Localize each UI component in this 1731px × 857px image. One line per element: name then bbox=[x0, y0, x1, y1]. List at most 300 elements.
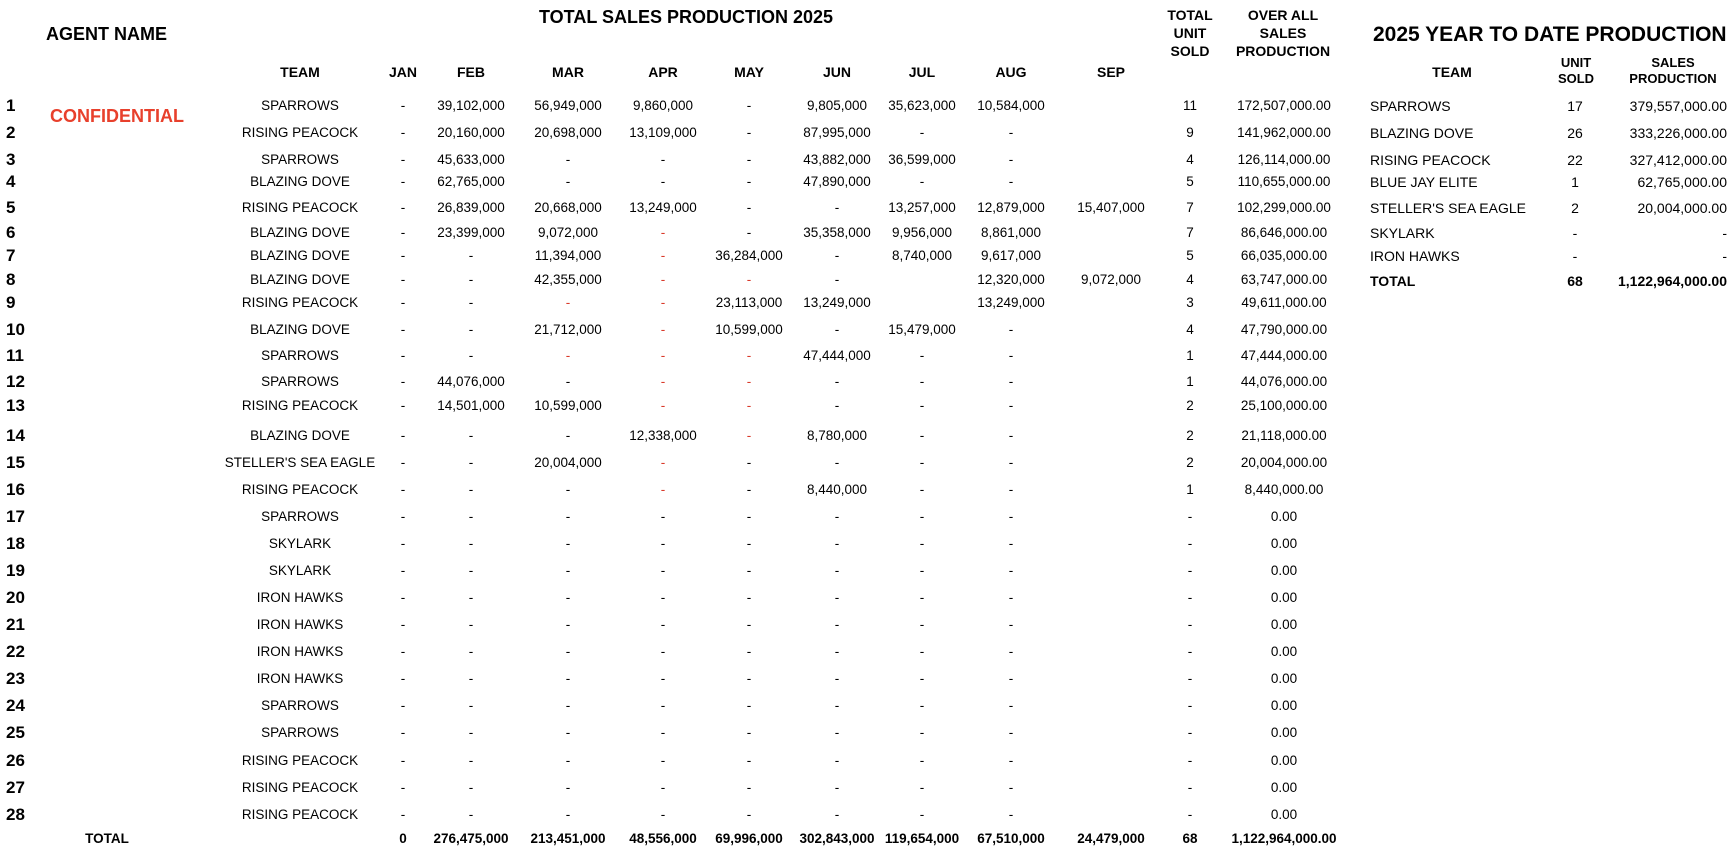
total-sales-title: TOTAL SALES PRODUCTION 2025 bbox=[539, 7, 834, 27]
month-cell: - bbox=[834, 322, 840, 337]
month-cell: - bbox=[468, 753, 474, 768]
month-cell: - bbox=[919, 348, 925, 363]
month-cell: - bbox=[468, 671, 474, 686]
month-cell: - bbox=[1008, 125, 1014, 140]
row-number: 26 bbox=[6, 751, 25, 770]
overall-total-cell: 0.00 bbox=[1270, 563, 1298, 578]
month-cell: - bbox=[746, 536, 752, 551]
month-cell: - bbox=[400, 725, 406, 740]
ytd-unit-value: - bbox=[1572, 225, 1578, 241]
ytd-sales-cell: - bbox=[1722, 225, 1727, 241]
units-cell: 1 bbox=[1186, 374, 1194, 389]
month-cell: - bbox=[746, 671, 752, 686]
team-cell: RISING PEACOCK bbox=[241, 398, 359, 413]
overall-total-cell: 141,962,000.00 bbox=[1237, 125, 1331, 140]
overall-total-cell: 172,507,000.00 bbox=[1237, 98, 1331, 113]
ytd-unit-value: 22 bbox=[1567, 152, 1583, 168]
row-number: 7 bbox=[6, 246, 16, 265]
units-total-cell: 68 bbox=[1182, 831, 1198, 846]
month-cell: - bbox=[919, 644, 925, 659]
overall-total-cell: 66,035,000.00 bbox=[1240, 248, 1328, 263]
month-cell: 10,599,000 bbox=[715, 322, 783, 337]
month-cell: 87,995,000 bbox=[803, 125, 871, 140]
team-cell: BLAZING DOVE bbox=[250, 322, 350, 337]
month-cell: - bbox=[660, 455, 666, 470]
team-cell: IRON HAWKS bbox=[256, 644, 344, 659]
month-header-apr: APR bbox=[648, 64, 678, 80]
month-cell: 9,805,000 bbox=[806, 98, 868, 113]
row-number: 13 bbox=[6, 396, 25, 415]
row-number: 10 bbox=[6, 320, 25, 339]
units-cell: - bbox=[1187, 617, 1193, 632]
month-cell: - bbox=[400, 780, 406, 795]
units-cell: - bbox=[1187, 644, 1193, 659]
month-cell: - bbox=[1008, 322, 1014, 337]
month-cell: - bbox=[660, 482, 666, 497]
units-cell: - bbox=[1187, 780, 1193, 795]
month-cell: 45,633,000 bbox=[437, 152, 505, 167]
month-cell: 11,394,000 bbox=[534, 248, 602, 263]
month-cell: - bbox=[834, 509, 840, 524]
month-cell: 26,839,000 bbox=[437, 200, 505, 215]
units-cell: 1 bbox=[1186, 348, 1194, 363]
month-cell: 15,479,000 bbox=[888, 322, 956, 337]
month-cell: - bbox=[400, 509, 406, 524]
ytd-sales-cell: 327,412,000.00 bbox=[1629, 152, 1727, 168]
month-cell: 9,617,000 bbox=[980, 248, 1042, 263]
month-cell: - bbox=[400, 295, 406, 310]
month-cell: 36,599,000 bbox=[888, 152, 956, 167]
month-cell: - bbox=[919, 807, 925, 822]
month-cell: - bbox=[468, 698, 474, 713]
month-cell: 43,882,000 bbox=[803, 152, 871, 167]
month-cell: 10,584,000 bbox=[977, 98, 1045, 113]
units-cell: - bbox=[1187, 807, 1193, 822]
month-cell: - bbox=[400, 248, 406, 263]
row-number: 12 bbox=[6, 372, 25, 391]
row-number: 5 bbox=[6, 198, 16, 217]
month-cell: - bbox=[746, 152, 752, 167]
month-cell: 20,698,000 bbox=[534, 125, 602, 140]
month-cell: - bbox=[1008, 725, 1014, 740]
month-cell: - bbox=[400, 753, 406, 768]
month-cell: - bbox=[660, 753, 666, 768]
month-cell: - bbox=[565, 374, 571, 389]
month-cell: - bbox=[660, 295, 666, 310]
units-cell: - bbox=[1187, 725, 1193, 740]
month-cell: - bbox=[660, 617, 666, 632]
month-cell: - bbox=[400, 563, 406, 578]
month-cell: 42,355,000 bbox=[534, 272, 602, 287]
month-cell: - bbox=[660, 536, 666, 551]
month-cell: - bbox=[400, 807, 406, 822]
row-number: 14 bbox=[6, 426, 25, 445]
month-cell: - bbox=[834, 698, 840, 713]
month-total-cell: 24,479,000 bbox=[1077, 831, 1145, 846]
month-cell: - bbox=[746, 563, 752, 578]
row-number: 16 bbox=[6, 480, 25, 499]
month-header-feb: FEB bbox=[457, 64, 485, 80]
overall-total-cell: 0.00 bbox=[1270, 807, 1298, 822]
month-cell: - bbox=[660, 225, 666, 240]
month-cell: - bbox=[746, 455, 752, 470]
month-cell: - bbox=[660, 698, 666, 713]
month-cell: 8,740,000 bbox=[891, 248, 953, 263]
month-total-cell: 119,654,000 bbox=[884, 831, 960, 846]
month-cell: - bbox=[660, 671, 666, 686]
month-cell: - bbox=[919, 725, 925, 740]
month-cell: 8,780,000 bbox=[806, 428, 868, 443]
month-cell: - bbox=[468, 322, 474, 337]
month-cell: 62,765,000 bbox=[437, 174, 505, 189]
units-cell: 2 bbox=[1186, 398, 1194, 413]
overall-total-cell: 49,611,000.00 bbox=[1241, 295, 1327, 310]
month-cell: 8,861,000 bbox=[980, 225, 1042, 240]
confidential-label: CONFIDENTIAL bbox=[50, 106, 184, 126]
month-cell: - bbox=[565, 590, 571, 605]
month-cell: - bbox=[565, 617, 571, 632]
month-cell: - bbox=[834, 248, 840, 263]
month-cell: 47,444,000 bbox=[803, 348, 871, 363]
month-cell: - bbox=[746, 807, 752, 822]
month-cell: - bbox=[834, 617, 840, 632]
month-cell: - bbox=[1008, 482, 1014, 497]
month-cell: - bbox=[834, 272, 840, 287]
team-header: TEAM bbox=[280, 64, 320, 80]
month-cell: - bbox=[468, 563, 474, 578]
units-cell: - bbox=[1187, 753, 1193, 768]
month-total-cell: 302,843,000 bbox=[799, 831, 875, 846]
month-cell: 56,949,000 bbox=[534, 98, 602, 113]
overall-total-cell: 0.00 bbox=[1270, 617, 1298, 632]
ytd-sales-header: SALES PRODUCTION bbox=[1629, 55, 1717, 86]
month-cell: - bbox=[746, 509, 752, 524]
row-number: 17 bbox=[6, 507, 25, 526]
month-cell: - bbox=[746, 590, 752, 605]
month-total-cell: 67,510,000 bbox=[977, 831, 1045, 846]
month-cell: - bbox=[834, 200, 840, 215]
month-cell: - bbox=[919, 374, 925, 389]
team-cell: STELLER'S SEA EAGLE bbox=[224, 455, 376, 470]
month-cell: 10,599,000 bbox=[534, 398, 602, 413]
units-cell: 4 bbox=[1186, 322, 1194, 337]
overall-total-cell: 47,444,000.00 bbox=[1240, 348, 1328, 363]
team-cell: IRON HAWKS bbox=[256, 617, 344, 632]
month-cell: - bbox=[565, 536, 571, 551]
month-cell: 47,890,000 bbox=[803, 174, 871, 189]
team-cell: RISING PEACOCK bbox=[241, 200, 359, 215]
month-cell: - bbox=[468, 617, 474, 632]
month-cell: 20,160,000 bbox=[437, 125, 505, 140]
month-cell: 23,399,000 bbox=[437, 225, 505, 240]
team-cell: IRON HAWKS bbox=[256, 590, 344, 605]
month-cell: - bbox=[400, 174, 406, 189]
month-cell: - bbox=[1008, 428, 1014, 443]
month-cell: - bbox=[565, 152, 571, 167]
month-cell: - bbox=[1008, 590, 1014, 605]
month-cell: - bbox=[746, 428, 752, 443]
month-cell: - bbox=[468, 725, 474, 740]
units-cell: 7 bbox=[1186, 225, 1194, 240]
ytd-sales-cell: 379,557,000.00 bbox=[1629, 98, 1727, 114]
month-cell: 23,113,000 bbox=[715, 295, 783, 310]
month-cell: - bbox=[400, 125, 406, 140]
month-cell: - bbox=[919, 698, 925, 713]
overall-total-cell: 0.00 bbox=[1270, 590, 1298, 605]
month-total-cell: 213,451,000 bbox=[530, 831, 606, 846]
ytd-unit-value: 2 bbox=[1571, 200, 1579, 216]
ytd-team-cell: BLUE JAY ELITE bbox=[1370, 174, 1478, 190]
month-cell: 12,879,000 bbox=[977, 200, 1045, 215]
month-cell: - bbox=[746, 272, 752, 287]
month-cell: 9,072,000 bbox=[1080, 272, 1142, 287]
month-cell: - bbox=[660, 644, 666, 659]
month-cell: - bbox=[468, 780, 474, 795]
ytd-sales-cell: 333,226,000.00 bbox=[1629, 125, 1727, 141]
month-cell: - bbox=[834, 398, 840, 413]
units-cell: - bbox=[1187, 671, 1193, 686]
month-cell: - bbox=[834, 725, 840, 740]
month-cell: - bbox=[400, 590, 406, 605]
overall-total-cell: 20,004,000.00 bbox=[1240, 455, 1328, 470]
row-number: 8 bbox=[6, 270, 16, 289]
units-cell: 2 bbox=[1186, 455, 1194, 470]
overall-total-cell: 63,747,000.00 bbox=[1240, 272, 1328, 287]
month-cell: - bbox=[746, 725, 752, 740]
month-cell: - bbox=[565, 428, 571, 443]
team-cell: SPARROWS bbox=[261, 348, 339, 363]
month-cell: - bbox=[834, 374, 840, 389]
month-cell: - bbox=[400, 536, 406, 551]
month-cell: - bbox=[746, 225, 752, 240]
month-header-jan: JAN bbox=[388, 64, 418, 80]
month-cell: - bbox=[660, 725, 666, 740]
month-cell: - bbox=[919, 174, 925, 189]
month-cell: - bbox=[565, 348, 571, 363]
month-cell: - bbox=[565, 295, 571, 310]
month-cell: - bbox=[919, 428, 925, 443]
team-cell: SPARROWS bbox=[261, 698, 339, 713]
month-cell: - bbox=[468, 348, 474, 363]
month-cell: - bbox=[400, 374, 406, 389]
month-cell: 8,440,000 bbox=[806, 482, 868, 497]
month-cell: - bbox=[565, 174, 571, 189]
month-cell: - bbox=[1008, 348, 1014, 363]
month-cell: - bbox=[660, 807, 666, 822]
month-cell: - bbox=[1008, 174, 1014, 189]
month-cell: - bbox=[919, 536, 925, 551]
team-cell: BLAZING DOVE bbox=[250, 248, 350, 263]
month-cell: - bbox=[400, 428, 406, 443]
ytd-sales-cell: 62,765,000.00 bbox=[1637, 174, 1727, 190]
month-cell: - bbox=[660, 780, 666, 795]
month-cell: - bbox=[1008, 536, 1014, 551]
team-cell: RISING PEACOCK bbox=[241, 780, 359, 795]
month-cell: - bbox=[1008, 617, 1014, 632]
month-cell: - bbox=[746, 174, 752, 189]
month-cell: - bbox=[400, 272, 406, 287]
month-cell: - bbox=[400, 348, 406, 363]
units-cell: - bbox=[1187, 590, 1193, 605]
month-cell: - bbox=[746, 753, 752, 768]
ytd-unit-value: - bbox=[1572, 248, 1578, 264]
month-cell: 15,407,000 bbox=[1077, 200, 1145, 215]
month-header-aug: AUG bbox=[995, 64, 1027, 80]
month-cell: - bbox=[1008, 509, 1014, 524]
month-total-cell: 69,996,000 bbox=[715, 831, 783, 846]
row-number: 18 bbox=[6, 534, 25, 553]
team-cell: SKYLARK bbox=[268, 563, 332, 578]
units-cell: 11 bbox=[1182, 98, 1198, 113]
month-cell: - bbox=[834, 671, 840, 686]
month-cell: - bbox=[400, 398, 406, 413]
units-cell: 1 bbox=[1186, 482, 1194, 497]
month-total-cell: 276,475,000 bbox=[433, 831, 509, 846]
overall-total-cell: 0.00 bbox=[1270, 753, 1298, 768]
team-cell: SPARROWS bbox=[261, 98, 339, 113]
ytd-team-cell: STELLER'S SEA EAGLE bbox=[1370, 200, 1526, 216]
total-unit-sold-header: TOTAL UNIT SOLD bbox=[1167, 7, 1213, 59]
month-cell: - bbox=[468, 455, 474, 470]
ytd-team-cell: BLAZING DOVE bbox=[1370, 125, 1474, 141]
month-cell: 20,668,000 bbox=[534, 200, 602, 215]
month-cell: - bbox=[746, 125, 752, 140]
ytd-sales-cell: 20,004,000.00 bbox=[1637, 200, 1727, 216]
month-cell: 13,249,000 bbox=[977, 295, 1045, 310]
units-cell: - bbox=[1187, 536, 1193, 551]
row-number: 19 bbox=[6, 561, 25, 580]
team-cell: RISING PEACOCK bbox=[241, 482, 359, 497]
ytd-unit-value: 17 bbox=[1567, 98, 1583, 114]
ytd-team-cell: SPARROWS bbox=[1370, 98, 1451, 114]
month-cell: - bbox=[746, 482, 752, 497]
month-cell: - bbox=[565, 482, 571, 497]
month-cell: 14,501,000 bbox=[437, 398, 505, 413]
month-cell: - bbox=[834, 536, 840, 551]
units-cell: 4 bbox=[1186, 152, 1194, 167]
units-cell: 3 bbox=[1186, 295, 1194, 310]
ytd-team-cell: TOTAL bbox=[1370, 273, 1416, 289]
month-header-jul: JUL bbox=[908, 64, 936, 80]
month-cell: - bbox=[660, 563, 666, 578]
month-cell: - bbox=[1008, 644, 1014, 659]
overall-total-cell: 0.00 bbox=[1270, 644, 1298, 659]
month-header-may: MAY bbox=[734, 64, 764, 80]
month-cell: - bbox=[834, 753, 840, 768]
row-number: 3 bbox=[6, 150, 16, 169]
month-cell: - bbox=[919, 563, 925, 578]
month-cell: - bbox=[565, 753, 571, 768]
month-cell: - bbox=[834, 807, 840, 822]
month-cell: - bbox=[1008, 753, 1014, 768]
month-header-sep: SEP bbox=[1096, 64, 1126, 80]
month-cell: - bbox=[400, 644, 406, 659]
month-cell: - bbox=[468, 536, 474, 551]
units-cell: - bbox=[1187, 698, 1193, 713]
ytd-title: 2025 YEAR TO DATE PRODUCTION bbox=[1373, 23, 1727, 46]
month-cell: - bbox=[400, 698, 406, 713]
month-cell: - bbox=[834, 780, 840, 795]
row-number: 25 bbox=[6, 723, 25, 742]
month-cell: - bbox=[565, 509, 571, 524]
month-cell: - bbox=[746, 644, 752, 659]
month-cell: - bbox=[746, 780, 752, 795]
month-cell: - bbox=[919, 482, 925, 497]
month-cell: - bbox=[919, 753, 925, 768]
team-cell: BLAZING DOVE bbox=[250, 174, 350, 189]
month-cell: - bbox=[468, 590, 474, 605]
row-number: 24 bbox=[6, 696, 25, 715]
ytd-sales-cell: - bbox=[1722, 248, 1727, 264]
month-cell: - bbox=[660, 248, 666, 263]
team-cell: SPARROWS bbox=[261, 374, 339, 389]
month-cell: - bbox=[1008, 563, 1014, 578]
month-cell: 13,257,000 bbox=[888, 200, 956, 215]
month-cell: - bbox=[400, 322, 406, 337]
month-cell: - bbox=[400, 98, 406, 113]
team-cell: BLAZING DOVE bbox=[250, 272, 350, 287]
units-cell: - bbox=[1187, 509, 1193, 524]
month-cell: - bbox=[1008, 780, 1014, 795]
units-cell: 7 bbox=[1186, 200, 1194, 215]
month-cell: - bbox=[660, 374, 666, 389]
month-cell: - bbox=[919, 398, 925, 413]
ytd-team-header: TEAM bbox=[1432, 64, 1472, 80]
row-number: 27 bbox=[6, 778, 25, 797]
month-cell: 13,249,000 bbox=[629, 200, 697, 215]
month-cell: - bbox=[660, 509, 666, 524]
month-cell: 12,338,000 bbox=[629, 428, 697, 443]
month-cell: - bbox=[468, 509, 474, 524]
overall-total-cell: 25,100,000.00 bbox=[1240, 398, 1328, 413]
month-cell: - bbox=[400, 152, 406, 167]
month-cell: - bbox=[660, 348, 666, 363]
team-cell: RISING PEACOCK bbox=[241, 753, 359, 768]
ytd-team-cell: RISING PEACOCK bbox=[1370, 152, 1491, 168]
team-cell: RISING PEACOCK bbox=[241, 295, 359, 310]
ytd-unit-value: 68 bbox=[1567, 273, 1583, 289]
month-cell: - bbox=[660, 398, 666, 413]
row-number: 9 bbox=[6, 293, 16, 312]
month-cell: - bbox=[400, 671, 406, 686]
team-cell: RISING PEACOCK bbox=[241, 125, 359, 140]
row-number: 4 bbox=[6, 172, 16, 191]
month-cell: - bbox=[746, 698, 752, 713]
month-cell: - bbox=[400, 200, 406, 215]
units-cell: - bbox=[1187, 563, 1193, 578]
overall-total-cell: 0.00 bbox=[1270, 698, 1298, 713]
month-header-mar: MAR bbox=[552, 64, 584, 80]
month-cell: - bbox=[919, 125, 925, 140]
month-cell: - bbox=[565, 725, 571, 740]
month-cell: - bbox=[468, 428, 474, 443]
ytd-team-cell: SKYLARK bbox=[1370, 225, 1435, 241]
month-cell: - bbox=[834, 644, 840, 659]
month-cell: 36,284,000 bbox=[715, 248, 783, 263]
month-cell: - bbox=[1008, 374, 1014, 389]
month-cell: - bbox=[468, 272, 474, 287]
overall-total-cell: 0.00 bbox=[1270, 725, 1298, 740]
units-cell: 5 bbox=[1186, 248, 1194, 263]
team-cell: BLAZING DOVE bbox=[250, 225, 350, 240]
month-cell: - bbox=[468, 807, 474, 822]
row-number: 2 bbox=[6, 123, 16, 142]
month-cell: - bbox=[919, 590, 925, 605]
overall-total-cell: 0.00 bbox=[1270, 671, 1298, 686]
month-cell: - bbox=[565, 563, 571, 578]
overall-total-cell: 21,118,000.00 bbox=[1241, 428, 1327, 443]
month-cell: - bbox=[919, 455, 925, 470]
